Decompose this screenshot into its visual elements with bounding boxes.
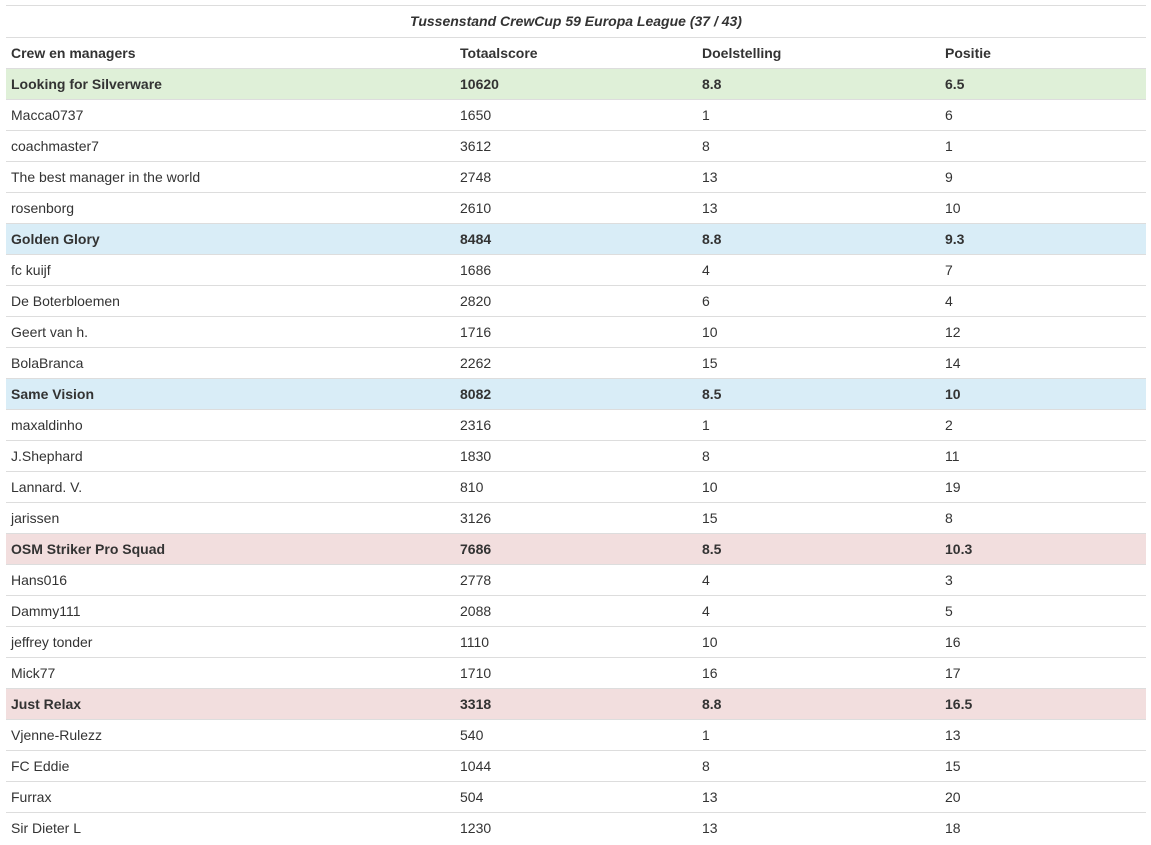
totaalscore-cell: 8484: [455, 224, 697, 255]
table-header: [6, 38, 1146, 69]
positie-cell: 18: [940, 813, 1146, 844]
doelstelling-cell: 1: [697, 410, 940, 441]
positie-cell: 6.5: [940, 69, 1146, 100]
manager-name-cell: maxaldinho: [6, 410, 455, 441]
doelstelling-cell: 8.8: [697, 69, 940, 100]
positie-cell: 16.5: [940, 689, 1146, 720]
totaalscore-cell: 3126: [455, 503, 697, 534]
manager-name-cell: Sir Dieter L: [6, 813, 455, 844]
totaalscore-cell: 2262: [455, 348, 697, 379]
totaalscore-cell: 1686: [455, 255, 697, 286]
manager-row: [6, 565, 1146, 596]
positie-cell: 19: [940, 472, 1146, 503]
manager-name-cell: The best manager in the world: [6, 162, 455, 193]
totaalscore-cell: 2610: [455, 193, 697, 224]
table-body: [6, 69, 1146, 844]
positie-cell: 14: [940, 348, 1146, 379]
manager-row: [6, 193, 1146, 224]
positie-cell: 17: [940, 658, 1146, 689]
positie-cell: 11: [940, 441, 1146, 472]
positie-cell: 9: [940, 162, 1146, 193]
positie-cell: 2: [940, 410, 1146, 441]
totaalscore-cell: 10620: [455, 69, 697, 100]
manager-row: [6, 441, 1146, 472]
manager-row: [6, 286, 1146, 317]
standings-panel: [6, 5, 1146, 843]
manager-name-cell: jeffrey tonder: [6, 627, 455, 658]
totaalscore-cell: 2088: [455, 596, 697, 627]
totaalscore-cell: 1716: [455, 317, 697, 348]
manager-row: [6, 751, 1146, 782]
totaalscore-cell: 1230: [455, 813, 697, 844]
column-header-crew: Crew en managers: [6, 38, 455, 69]
manager-row: [6, 782, 1146, 813]
doelstelling-cell: 15: [697, 503, 940, 534]
manager-name-cell: Vjenne-Rulezz: [6, 720, 455, 751]
crew-name-cell: Same Vision: [6, 379, 455, 410]
doelstelling-cell: 13: [697, 813, 940, 844]
totaalscore-cell: 2778: [455, 565, 697, 596]
manager-name-cell: Mick77: [6, 658, 455, 689]
manager-row: [6, 658, 1146, 689]
positie-cell: 7: [940, 255, 1146, 286]
doelstelling-cell: 10: [697, 472, 940, 503]
manager-row: [6, 720, 1146, 751]
crew-name-cell: OSM Striker Pro Squad: [6, 534, 455, 565]
manager-name-cell: Lannard. V.: [6, 472, 455, 503]
manager-row: [6, 813, 1146, 844]
doelstelling-cell: 4: [697, 565, 940, 596]
manager-name-cell: BolaBranca: [6, 348, 455, 379]
crew-row: [6, 379, 1146, 410]
positie-cell: 15: [940, 751, 1146, 782]
doelstelling-cell: 13: [697, 162, 940, 193]
manager-name-cell: De Boterbloemen: [6, 286, 455, 317]
totaalscore-cell: 2820: [455, 286, 697, 317]
crew-row: [6, 224, 1146, 255]
positie-cell: 5: [940, 596, 1146, 627]
doelstelling-cell: 8.5: [697, 534, 940, 565]
manager-name-cell: Geert van h.: [6, 317, 455, 348]
totaalscore-cell: 1710: [455, 658, 697, 689]
totaalscore-cell: 540: [455, 720, 697, 751]
crew-name-cell: Just Relax: [6, 689, 455, 720]
positie-cell: 20: [940, 782, 1146, 813]
doelstelling-cell: 8.5: [697, 379, 940, 410]
manager-name-cell: jarissen: [6, 503, 455, 534]
doelstelling-cell: 4: [697, 255, 940, 286]
manager-row: [6, 503, 1146, 534]
doelstelling-cell: 8: [697, 131, 940, 162]
positie-cell: 1: [940, 131, 1146, 162]
totaalscore-cell: 810: [455, 472, 697, 503]
doelstelling-cell: 16: [697, 658, 940, 689]
totaalscore-cell: 1650: [455, 100, 697, 131]
standings-table: [6, 5, 1146, 843]
column-header-totaalscore: Totaalscore: [455, 38, 697, 69]
crew-name-cell: Golden Glory: [6, 224, 455, 255]
manager-name-cell: J.Shephard: [6, 441, 455, 472]
crew-row: [6, 69, 1146, 100]
manager-name-cell: rosenborg: [6, 193, 455, 224]
positie-cell: 3: [940, 565, 1146, 596]
totaalscore-cell: 3318: [455, 689, 697, 720]
manager-name-cell: Hans016: [6, 565, 455, 596]
manager-name-cell: FC Eddie: [6, 751, 455, 782]
positie-cell: 16: [940, 627, 1146, 658]
positie-cell: 4: [940, 286, 1146, 317]
crew-name-cell: Looking for Silverware: [6, 69, 455, 100]
positie-cell: 10: [940, 379, 1146, 410]
manager-row: [6, 255, 1146, 286]
totaalscore-cell: 504: [455, 782, 697, 813]
manager-name-cell: Furrax: [6, 782, 455, 813]
positie-cell: 6: [940, 100, 1146, 131]
manager-row: [6, 472, 1146, 503]
doelstelling-cell: 10: [697, 627, 940, 658]
totaalscore-cell: 8082: [455, 379, 697, 410]
totaalscore-cell: 1044: [455, 751, 697, 782]
column-header-doelstelling: Doelstelling: [697, 38, 940, 69]
totaalscore-cell: 2316: [455, 410, 697, 441]
header-row: [6, 38, 1146, 69]
manager-row: [6, 100, 1146, 131]
totaalscore-cell: 7686: [455, 534, 697, 565]
manager-row: [6, 317, 1146, 348]
doelstelling-cell: 10: [697, 317, 940, 348]
manager-row: [6, 596, 1146, 627]
manager-row: [6, 162, 1146, 193]
doelstelling-cell: 1: [697, 720, 940, 751]
crew-row: [6, 689, 1146, 720]
positie-cell: 10.3: [940, 534, 1146, 565]
totaalscore-cell: 3612: [455, 131, 697, 162]
doelstelling-cell: 15: [697, 348, 940, 379]
positie-cell: 9.3: [940, 224, 1146, 255]
positie-cell: 13: [940, 720, 1146, 751]
column-header-positie: Positie: [940, 38, 1146, 69]
doelstelling-cell: 1: [697, 100, 940, 131]
doelstelling-cell: 8: [697, 751, 940, 782]
manager-name-cell: coachmaster7: [6, 131, 455, 162]
manager-name-cell: Dammy111: [6, 596, 455, 627]
positie-cell: 8: [940, 503, 1146, 534]
manager-row: [6, 131, 1146, 162]
doelstelling-cell: 6: [697, 286, 940, 317]
manager-name-cell: Macca0737: [6, 100, 455, 131]
manager-row: [6, 410, 1146, 441]
totaalscore-cell: 1110: [455, 627, 697, 658]
positie-cell: 10: [940, 193, 1146, 224]
doelstelling-cell: 8.8: [697, 224, 940, 255]
doelstelling-cell: 13: [697, 782, 940, 813]
table-title: Tussenstand CrewCup 59 Europa League (37 / 43): [6, 5, 1146, 37]
doelstelling-cell: 13: [697, 193, 940, 224]
manager-row: [6, 627, 1146, 658]
crew-row: [6, 534, 1146, 565]
manager-row: [6, 348, 1146, 379]
totaalscore-cell: 2748: [455, 162, 697, 193]
manager-name-cell: fc kuijf: [6, 255, 455, 286]
doelstelling-cell: 8.8: [697, 689, 940, 720]
doelstelling-cell: 4: [697, 596, 940, 627]
totaalscore-cell: 1830: [455, 441, 697, 472]
doelstelling-cell: 8: [697, 441, 940, 472]
positie-cell: 12: [940, 317, 1146, 348]
